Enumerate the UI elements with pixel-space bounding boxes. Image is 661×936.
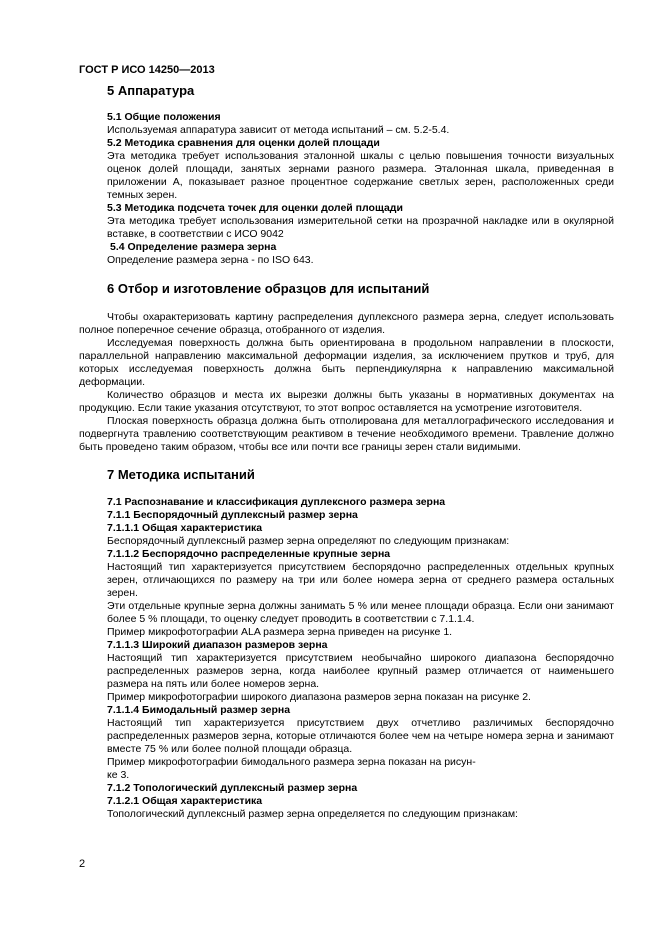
page-number: 2 (79, 858, 86, 870)
paragraph-7-1-1-2-b: Эти отдельные крупные зерна должны занимать 5 % или менее площади образца. Если они занимают более 5 % площади, то оценку следует проводить в соответствии с 7.1.1.4. (107, 600, 614, 625)
heading-7-1-2-1: 7.1.2.1 Общая характеристика (107, 795, 263, 807)
paragraph-7-1-1-4-a: Настоящий тип характеризуется присутствием двух отчетливо различимых беспорядочно распределенных размеров зерна, которые отличаются более чем на четыре номера зерна и занимают вместе 75 % или более полной площади образца. (107, 717, 614, 755)
paragraph-7-1-1-4-b-line2: ке 3. (107, 769, 130, 781)
paragraph-6-2: Исследуемая поверхность должна быть ориентирована в продольном направлении в плоскости, параллельной направлению максимальной деформации изделия, за исключением прутков и труб, для которых исследуемая поверхность должна быть перпендикулярна к направлению максимальной деформации. (79, 337, 614, 388)
paragraph-7-1-1-2-c: Пример микрофотографии ALA размера зерна приведен на рисунке 1. (107, 626, 453, 638)
paragraph-6-3: Количество образцов и места их вырезки должны быть указаны в нормативных документах на продукцию. Если такие указания отсутствуют, то этот вопрос оставляется на усмотрение изготовителя. (79, 389, 614, 414)
heading-7-1-1: 7.1.1 Беспорядочный дуплексный размер зерна (107, 509, 358, 521)
paragraph-7-1-1-2-a: Настоящий тип характеризуется присутствием беспорядочно распределенных отдельных крупных зерен, отличающихся по размеру на три или более номера зерна от среднего размера остальных зерен. (107, 561, 614, 599)
heading-7-1: 7.1 Распознавание и классификация дуплексного размера зерна (107, 496, 446, 508)
paragraph-7-1-1-4-b-line1: Пример микрофотографии бимодального размера зерна показан на рисун- (107, 756, 476, 768)
heading-7-1-1-3: 7.1.1.3 Широкий диапазон размеров зерна (107, 639, 328, 651)
section-5-title: 5 Аппаратура (107, 83, 195, 98)
heading-7-1-1-4: 7.1.1.4 Бимодальный размер зерна (107, 704, 291, 716)
heading-7-1-1-1: 7.1.1.1 Общая характеристика (107, 522, 263, 534)
heading-7-1-2: 7.1.2 Топологический дуплексный размер зерна (107, 782, 358, 794)
heading-5-3: 5.3 Методика подсчета точек для оценки долей площади (107, 202, 403, 214)
paragraph-7-1-1-3-a: Настоящий тип характеризуется присутствием необычайно широкого диапазона беспорядочно распределенных размеров зерна, когда наиболее крупный размер отличается от наименьшего размера на пять или более номеров зерна. (107, 652, 614, 690)
heading-7-1-1-2: 7.1.1.2 Беспорядочно распределенные крупные зерна (107, 548, 391, 560)
paragraph-5-3: Эта методика требует использования измерительной сетки на прозрачной накладке или в окулярной вставке, в соответствии с ИСО 9042 (107, 215, 614, 240)
paragraph-5-2: Эта методика требует использования эталонной шкалы с целью повышения точности визуальных оценок долей площади, занятых зернами разного размера. Эталонная шкала, приведенная в приложении А, показывает разное процентное содержание светлых зерен, расположенных среди темных зерен. (107, 150, 614, 201)
heading-5-4: 5.4 Определение размера зерна (110, 241, 277, 253)
paragraph-5-4: Определение размера зерна - по ISO 643. (107, 254, 314, 266)
paragraph-7-1-1-1: Беспорядочный дуплексный размер зерна определяют по следующим признакам: (107, 535, 510, 547)
paragraph-5-1: Используемая аппаратура зависит от метода испытаний – см. 5.2-5.4. (107, 124, 450, 136)
section-7-title: 7 Методика испытаний (107, 467, 255, 482)
paragraph-6-1: Чтобы охарактеризовать картину распределения дуплексного размера зерна, следует использовать полное поперечное сечение образца, отобранного от изделия. (79, 311, 614, 336)
paragraph-7-1-1-3-b: Пример микрофотографии широкого диапазона размеров зерна показан на рисунке 2. (107, 691, 531, 703)
document-body (79, 80, 614, 821)
paragraph-6-4: Плоская поверхность образца должна быть отполирована для металлографического исследования и подвергнута травлению соответствующим реактивом в течение необходимого времени. Травление должно быть проведено таким образом, чтобы все или почти все границы зерен стали видимыми. (79, 415, 614, 453)
heading-5-2: 5.2 Методика сравнения для оценки долей площади (107, 137, 380, 149)
paragraph-7-1-2-1: Топологический дуплексный размер зерна определяется по следующим признакам: (107, 808, 518, 820)
document-header: ГОСТ Р ИСО 14250—2013 (79, 64, 215, 76)
section-6-title: 6 Отбор и изготовление образцов для испытаний (107, 281, 430, 296)
heading-5-1: 5.1 Общие положения (107, 111, 221, 123)
